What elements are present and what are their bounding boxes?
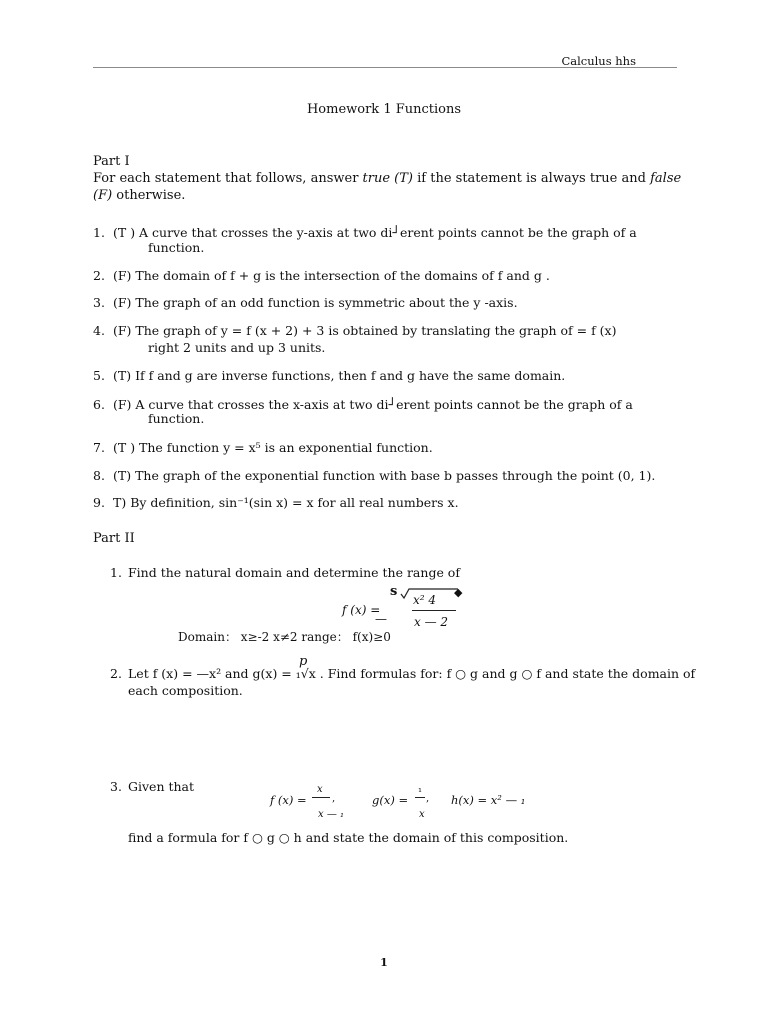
- intro-f: (F): [93, 188, 113, 203]
- header-rule: [93, 67, 677, 68]
- q3-g-fraction-bar: [415, 797, 425, 798]
- intro-text-d: otherwise.: [112, 188, 186, 203]
- part1-heading: Part I: [93, 154, 130, 169]
- page-number: 1: [380, 956, 388, 969]
- sqrt-s-glyph: s: [390, 584, 398, 599]
- statement-3: 3. (F) The graph of an odd function is symmetric about the y -axis.: [93, 295, 518, 310]
- header-course: Calculus hhs: [561, 54, 636, 68]
- q3-f-comma: ,: [332, 793, 336, 804]
- intro-false: false: [650, 171, 682, 186]
- statement-4-cont: right 2 units and up 3 units.: [148, 340, 326, 355]
- part1-intro: [93, 170, 683, 204]
- q1-denominator: x — 2: [414, 615, 449, 629]
- statement-9: 9. T) By definition, sin⁻¹(sin x) = x for all real numbers x.: [93, 495, 459, 510]
- part2-heading: Part II: [93, 531, 135, 546]
- q2-number: 2.: [110, 666, 122, 681]
- intro-true: true (T): [362, 171, 413, 186]
- q3-h-expression: h(x) = x² — ₁: [451, 793, 526, 807]
- statement-5: 5. (T) If f and g are inverse functions, then f and g have the same domain.: [93, 368, 566, 383]
- statement-1-cont: function.: [148, 240, 205, 255]
- statement-2: 2. (F) The domain of f + g is the intersection of the domains of f and g .: [93, 268, 550, 283]
- q1-fraction-bar: [412, 610, 456, 611]
- statement-1: 1. (T ) A curve that crosses the y-axis at two di┘erent points cannot be the graph of a: [93, 225, 637, 240]
- q3-f-fraction-bar: [312, 797, 330, 798]
- statement-6: 6. (F) A curve that crosses the x-axis at two di┘erent points cannot be the graph of a: [93, 397, 633, 412]
- q2-text: Let f (x) = —x² and g(x) = ₁√x . Find formulas for: f ○ g and g ○ f and state the domain of: [128, 666, 696, 681]
- statement-4: 4. (F) The graph of y = f (x + 2) + 3 is obtained by translating the graph of = f (x): [93, 323, 617, 338]
- q3-f-label: f (x) =: [270, 793, 307, 807]
- q3-f-numerator: x: [317, 784, 323, 795]
- q3-text: Given that: [128, 779, 195, 794]
- q1-text: Find the natural domain and determine the range of: [128, 565, 460, 580]
- q2-cont: each composition.: [128, 683, 243, 698]
- statement-6-cont: function.: [148, 411, 205, 426]
- q1-numerator: x² 4: [413, 593, 437, 607]
- q1-answer: Domain： x≥-2 x≠2 range： f(x)≥0: [178, 630, 391, 644]
- q3-g-denominator: x: [419, 809, 425, 820]
- statement-8: 8. (T) The graph of the exponential function with base b passes through the point (0, 1).: [93, 468, 656, 483]
- q2-p-glyph: p: [299, 654, 308, 669]
- q3-g-label: g(x) =: [372, 793, 409, 807]
- q3-g-comma: ,: [426, 793, 430, 804]
- q1-minus: —: [375, 612, 387, 626]
- q3-number: 3.: [110, 779, 122, 794]
- q3-find-text: find a formula for f ○ g ○ h and state the domain of this composition.: [128, 830, 569, 845]
- q1-f-label: f (x) =: [342, 603, 381, 617]
- statement-7: 7. (T ) The function y = x⁵ is an exponential function.: [93, 440, 433, 455]
- diamond-icon: ◆: [454, 586, 463, 599]
- intro-text-a: For each statement that follows, answer: [93, 171, 363, 186]
- q3-g-numerator: ₁: [418, 784, 423, 795]
- q1-number: 1.: [110, 565, 122, 580]
- page-title: Homework 1 Functions: [306, 102, 462, 117]
- intro-text-b: if the statement is always true and: [413, 171, 651, 186]
- q3-f-denominator: x — ₁: [318, 809, 345, 820]
